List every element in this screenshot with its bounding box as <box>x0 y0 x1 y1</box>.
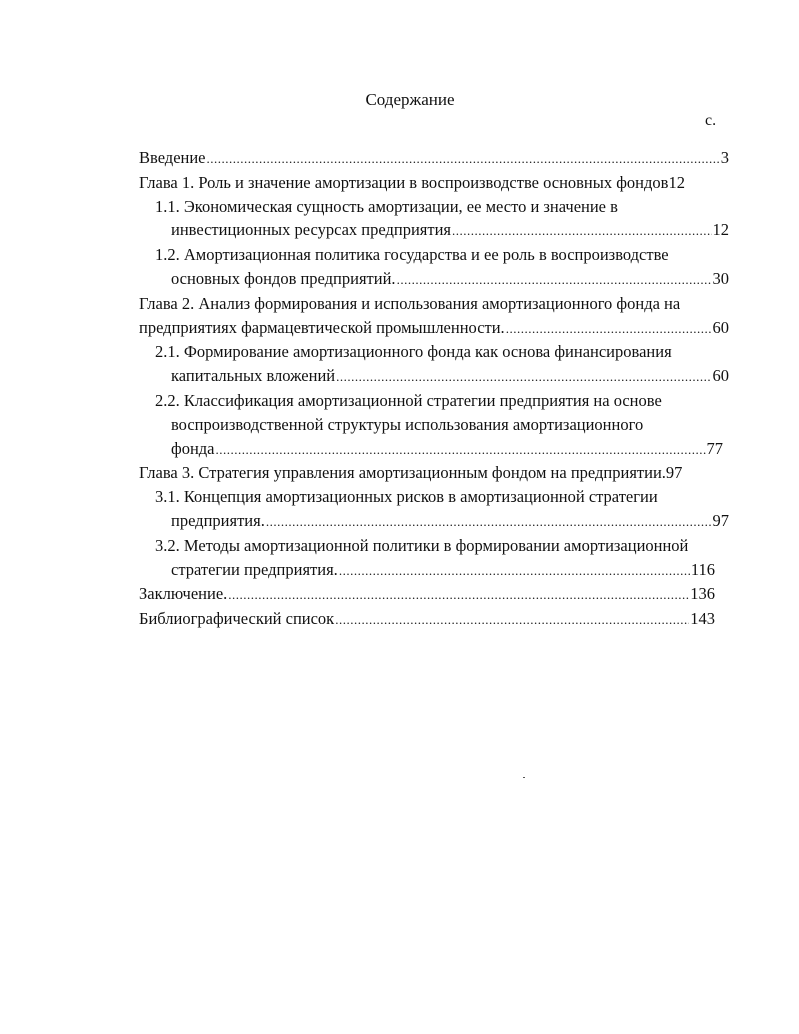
toc-page-number: 97 <box>712 510 729 530</box>
toc-entry-text: 1.2. Амортизационная политика государства и ее роль в воспроизводстве <box>155 245 669 265</box>
toc-entry-section-1-2 <box>139 243 729 292</box>
toc-page-number: 60 <box>712 317 729 337</box>
toc-entry-text: Заключение. <box>139 584 228 604</box>
toc-page-number: 12 <box>668 172 685 192</box>
toc-entry-section-1-1 <box>139 195 729 244</box>
toc-entry-section-3-2 <box>139 534 729 583</box>
toc-page-number: 116 <box>690 559 715 579</box>
toc-page-number: 97 <box>665 463 683 483</box>
page-title: Содержание <box>365 90 455 109</box>
toc-entry-text: Глава 2. Анализ формирования и использования амортизационного фонда на <box>139 293 681 313</box>
toc-page-number: 77 <box>706 438 723 458</box>
toc-entry-text-continued: инвестиционных ресурсах предприятия <box>171 220 452 240</box>
dot-leader <box>336 365 711 389</box>
toc-entry-chapter-3 <box>139 461 729 485</box>
toc-entry-text-continued: предприятиях фармацевтической промышленности. <box>139 317 505 337</box>
dot-leader <box>216 438 706 462</box>
dot-leader <box>339 559 690 583</box>
toc-entry-chapter-2 <box>139 292 729 341</box>
toc-page-number: 3 <box>720 148 729 167</box>
dot-leader <box>506 317 712 341</box>
toc-page-number: 143 <box>690 609 715 629</box>
toc-entry-text: 3.2. Методы амортизационной политики в формировании амортизационной <box>155 535 689 555</box>
toc-entry-intro <box>139 146 729 171</box>
toc-page-number: 60 <box>712 366 729 386</box>
toc-entry-text: 2.1. Формирование амортизационного фонда как основа финансирования <box>155 342 672 362</box>
scan-speck <box>523 777 525 778</box>
toc-entry-text: Введение <box>139 148 206 167</box>
toc-entry-text-continued: стратегии предприятия. <box>171 559 338 579</box>
toc-entry-section-3-1 <box>139 485 729 534</box>
dot-leader <box>266 510 712 534</box>
toc-entry-text: Глава 3. Стратегия управления амортизационным фондом на предприятии. <box>139 463 666 483</box>
toc-entry-text-continued: воспроизводственной структуры использования амортизационного <box>171 414 644 434</box>
dot-leader <box>228 583 689 607</box>
toc-entry-text: Библиографический список <box>139 609 335 629</box>
toc-page-number: 136 <box>690 584 715 604</box>
toc-entry-text: 1.1. Экономическая сущность амортизации, ее место и значение в <box>155 196 618 216</box>
toc-entry-text-continued: капитальных вложений <box>171 366 336 386</box>
toc-entry-section-2-1 <box>139 340 729 389</box>
toc-entry-chapter-1 <box>139 171 729 195</box>
toc-entry-text: 2.2. Классификация амортизационной стратегии предприятия на основе <box>155 390 662 410</box>
dot-leader <box>335 608 689 632</box>
page-column-label: с. <box>705 112 717 129</box>
toc-entry-bibliography <box>139 607 729 632</box>
dot-leader <box>207 147 720 171</box>
toc-entry-conclusion <box>139 582 729 607</box>
dot-leader <box>397 268 712 292</box>
toc-entry-text-continued: фонда <box>171 438 215 458</box>
toc-entry-text-continued: предприятия. <box>171 510 265 530</box>
toc-entry-text-continued: основных фондов предприятий. <box>171 268 396 288</box>
toc-page-number: 12 <box>712 220 729 240</box>
toc-entry-section-2-2 <box>139 389 729 461</box>
dot-leader <box>452 219 711 243</box>
table-of-contents <box>139 146 729 632</box>
toc-entry-text: Глава 1. Роль и значение амортизации в воспроизводстве основных фондов <box>139 172 669 192</box>
toc-entry-text: 3.1. Концепция амортизационных рисков в амортизационной стратегии <box>155 487 658 507</box>
toc-page-number: 30 <box>712 268 729 288</box>
